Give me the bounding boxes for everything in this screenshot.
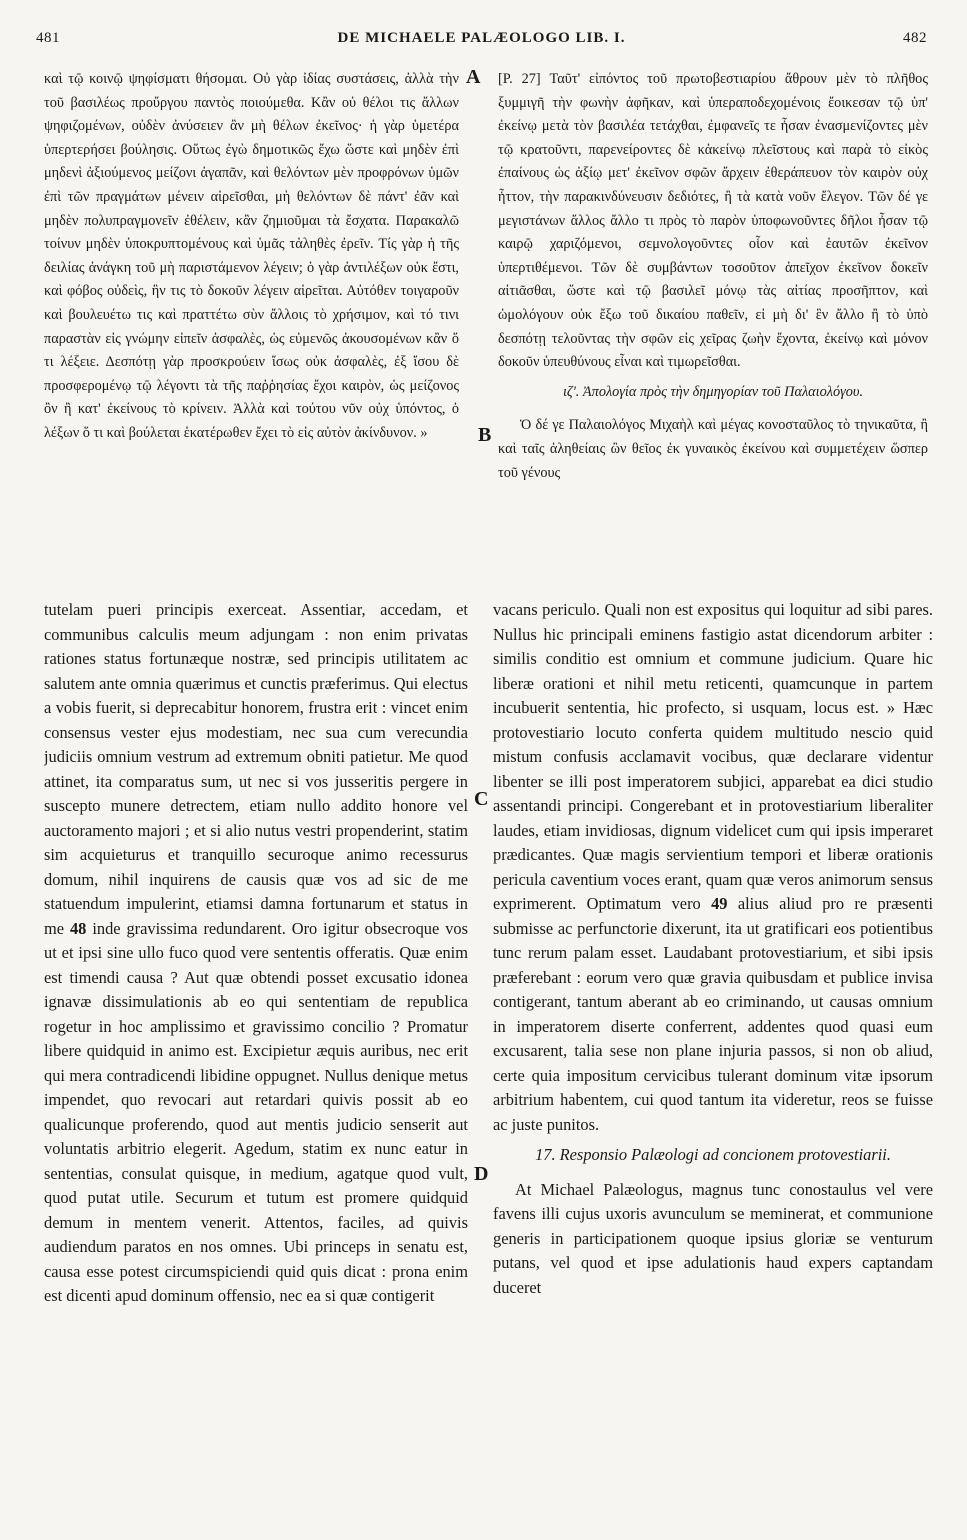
latin-left-text-a: tutelam pueri principis exerceat. Assentiar, accedam, et communibus calculis meum adjungam : non enim privatas rationes status fortunæque nostræ, sed principis utilitatem ac salutem ante omnia quærimus et cunctis præferimus. Qui electus a vobis fuerit, si deprecabitur honorem, frustra erit : vincet enim consensus vester ejus modestiam, nec sua cum verecundia judiciis omnium vestrum ad extremum obniti patietur. Me quod attinet, ita comparatus sum, ut nec si vos jusseritis pergere in suscepto munere detrectem, etiam nullo addito honore vel auctoramento majori ; et si alio nutus vestri propenderint, statim sim acquieturus et tranquillo securoque animo recessurus domum, nihil inquirens de causis quæ vos ad sic de me statuendum impulerint, etiamsi damna fortunarum et status in me bbox=[44, 600, 468, 938]
left-page-number: 481 bbox=[36, 30, 60, 46]
latin-left-text-b: inde gravissima redundarent. Oro igitur obsecroque vos ut et ipsi sine ullo fuco quod vere sententis offeratis. Quæ enim est timendi causa ? Aut quæ obtendi posset excusatio idonea ignavæ dissimulationis ab eo qui sententiam de republica rogetur in hoc amplissimo et gravissimo concilio ? Promatur libere quidquid in animo est. Excipietur æquis auribus, nec erit qui mera contradicendi libidine oppugnet. Nullus denique metus impendet, quo revocari aut retardari quivis possit ab eo qualicunque proferendo, quod aut mentis judicio senserit aut voluntatis arbitrio elegerit. Agedum, statim ex nunc eatur in sententias, consulat quisque, in medium, agatque quod vult, quod putat utile. Securum et tutum est promere quidquid demum in mentem venerit. Attentos, faciles, ad quivis audiendum paratos en nos omnes. Ubi princeps in senatu est, causa esse potest circumspiciendi quid quis dicat : prona enim est dicenti apud dominum offensio, nec ea si quæ contigerit bbox=[44, 918, 468, 1305]
latin-right-paragraph-2: At Michael Palæologus, magnus tunc conostaulus vel vere favens illi cujus uxoris avunculum se meminerat, et communione generis in participationem quoque ipsius gloriæ se venturum putans, vel quod et ipse adulationis haud expers captandam duceret bbox=[493, 1179, 933, 1297]
margin-letter-d: D bbox=[474, 1163, 489, 1185]
latin-right-paragraph-1 bbox=[493, 598, 933, 1137]
right-page-number: 482 bbox=[903, 30, 927, 46]
latin-left-paragraph bbox=[44, 598, 468, 1309]
page-marker-49: 49 bbox=[711, 894, 728, 913]
running-title: DE MICHAELE PALÆOLOGO LIB. I. bbox=[337, 30, 626, 46]
latin-right-text-a: vacans periculo. Quali non est expositus qui loquitur ad sibi pares. Nullus hic principali eminens fastigio astat dicendorum arbiter : similis conditio est omnium et commune judicium. Quare hic liberæ orationi et nihil metu reticenti, quamcunque in partem incubuerit sententia, hic profecto, si usquam, locus est. » Hæc protovestiario locuto conferta quidem multitudo nescio quid mistum confusis acclamavit vocibus, quæ declarare videntur libenter se illi post imperatorem subjici, apparebat ea dici studio assentandi principi. Congerebant et in protovestiarium liberaliter laudes, etiam invidiosas, dignum videlicet cum qui ipsis imperaret prædicantes. Quæ magis servientium tempori et liberæ orationis pericula caventium voces erant, quam quæ veros animorum sensus exprimerent. Optimatum vero bbox=[493, 600, 933, 913]
margin-letter-b: B bbox=[478, 424, 492, 446]
page-marker-48: 48 bbox=[69, 918, 87, 938]
latin-left-column bbox=[44, 598, 468, 1518]
greek-section-heading: ιζ'. Ἀπολογία πρὸς τὴν δημηγορίαν τοῦ Παλαιολόγου. bbox=[562, 383, 864, 400]
latin-section-heading: 17. Responsio Palæologi ad concionem protovestiarii. bbox=[535, 1145, 891, 1164]
running-header bbox=[36, 30, 927, 56]
greek-right-paragraph-2: Ὁ δέ γε Παλαιολόγος Μιχαὴλ καὶ μέγας κονοσταῦλος τὸ τηνικαῦτα, ἢ καὶ ταῖς ἀληθείαις ὢν θεῖος ἐκ γυναικὸς ἐκείνου καὶ συμμετέχειν ὥσπερ τοῦ γένους bbox=[498, 417, 928, 481]
greek-left-paragraph: καὶ τῷ κοινῷ ψηφίσματι θήσομαι. Οὐ γὰρ ἰδίας συστάσεις, ἀλλὰ τὴν τοῦ βασιλέως προὔργου παντὸς ποιούμεθα. Κἂν οὐ θέλοι τις ἄλλων ψηφιζομένων, οὐδὲν ἀνύσειεν ἂν μὴ θέλων ἐκεῖνος· ἡ γὰρ ὑμετέρα ὑπερτερήσει βούλησις. Οὕτως ἐγὼ δημοτικῶς ἔχω ὥστε καὶ μηδὲν ἐπὶ μηδενὶ ἀξιούμενος μείζονι ἀγαπᾶν, καὶ θελόντων μὲν προφρόνων ὑμῶν ἐπὶ τῶν πραγμάτων μένειν αἱρεῖσθαι, μὴ θελόντων δὲ πάντ' ἐᾶν καὶ μηδὲν πολυπραγμονεῖν ἐθέλειν, κἂν ζημιοῦμαι τὰ ἔσχατα. Παρακαλῶ τοίνυν μηδὲν ὑποκρυπτομένους καὶ ὑμᾶς τἀληθὲς ἐρεῖν. Τίς γὰρ ἡ τῆς δειλίας ἀνάγκη τοῦ μὴ παριστάμενον λέγειν; ὁ γὰρ ἀντιλέξων οὐκ ἔστι, καὶ φόβος οὐδεὶς, ἣν τις τὸ δοκοῦν λέγειν αἱρεῖται. Αὐτόθεν τοιγαροῦν καὶ βουλευέτω τις καὶ πραττέτω σὺν ἄλλοις τὸ χρήσιμον, καὶ τό τινι παραστὰν εἰς γνώμην εἰπεῖν ἀσφαλὲς, ὡς εὐμενῶς ἀκουσομένων κἂν ὅ τι λέξειε. Δεσπότῃ γὰρ προσκρούειν ἴσως οὐκ ἀσφαλὲς, ἐξ ἴσου δὲ προσφερομένῳ τῷ λέγοντι τὰ τῆς παῤῥησίας ἔχοι καιρὸν, ὡς μείζονος ὂν ἢ κατ' ἐκείνους τὸ κρίνειν. Ἀλλὰ καὶ τούτου νῦν οὐχ ὑπόντος, ὁ λέξων ὅ τι καὶ βούλεται ἑκατέρωθεν ἔχει τὸ εἰς αὐτὸν ἀκίνδυνον. » bbox=[44, 71, 459, 441]
latin-right-column bbox=[493, 598, 933, 1518]
latin-right-text-b: alius aliud pro re præsenti submisse ac perfunctorie dixerunt, ita ut gratificari eos potientibus tunc rerum palam esset. Laudabant protovestiarium, et sibi ipsis præferebant : eorum vero quæ gravia quibusdam et publice invisa contigerant, tantum aberant ab eo criminando, ut causas omnium in imperatorem diserte conferrent, addentes quod quasi eum excusarent, talia sese non plane injuria passos, si non ob aliud, certe quia impositum cervicibus tulerant dominum vitæ ipsorum arbitrium habentem, cui quod tantum ita videretur, reos se fuisse ac juste punitos. bbox=[493, 894, 933, 1134]
margin-letter-a: A bbox=[466, 66, 481, 88]
greek-left-column bbox=[44, 68, 459, 588]
greek-right-paragraph-1: [P. 27] Ταῦτ' εἰπόντος τοῦ πρωτοβεστιαρίου ἄθρουν μὲν τὸ πλῆθος ξυμμιγῆ τὴν φωνὴν ἀφῆκαν, καὶ ὑπεραποδεχομένοις ἔοικεσαν τῷ ὑπ' ἐκείνῳ μετὰ τὸν βασιλέα τετάχθαι, ἐμφανεῖς τε ἦσαν ἐνασμενίζοντες μὲν τῷ κρατοῦντι, παρενείροντες δὲ κἀκείνῳ πλεῖστους καὶ παρὰ τὸ εἰκὸς ἐπαίνους ὡς ἀξίῳ μετ' ἐκεῖνον σφῶν ἄρχειν ἐθεράπευον τὸν καιρὸν οὐχ ἧττον, τὴν παρακινδύνευσιν δεδιότες, ἢ τὰ κατὰ νοῦν ἔλεγον. Τῶν δέ γε μεγιστάνων ἄλλος ἄλλο τι πρὸς τὸ παρὸν ὑποφωνοῦντες δῆλοι ἦσαν τῷ καιρῷ χαριζόμενοι, σεμνολογοῦντες οἷον καὶ ἑαυτῶν ἐκεῖνον ὑπερτιθέμενοι. Τῶν δὲ συμβάντων τοσοῦτον ἀπεῖχον ἐκεῖνον δοκεῖν αἰτιᾶσθαι, ὥστε καὶ τῷ βασιλεῖ μόνῳ τὰς αἰτίας προσῆπτον, καὶ ὡμολόγουν οὐκ ἔξω τοῦ δικαίου παθεῖν, εἰ μὴ δι' ἓν ἄλλο ἢ τὸ ὑπὸ δεσπότῃ τελοῦντας τὴν σφῶν εἰς χεῖρας ζωὴν ἔχοντα, ἐκείνῳ καὶ μόνον δοκοῦν ὑπευθύνους εἶναι καὶ τιμωρεῖσθαι. bbox=[498, 71, 928, 371]
margin-letter-c: C bbox=[474, 788, 489, 810]
greek-right-column bbox=[498, 68, 928, 588]
